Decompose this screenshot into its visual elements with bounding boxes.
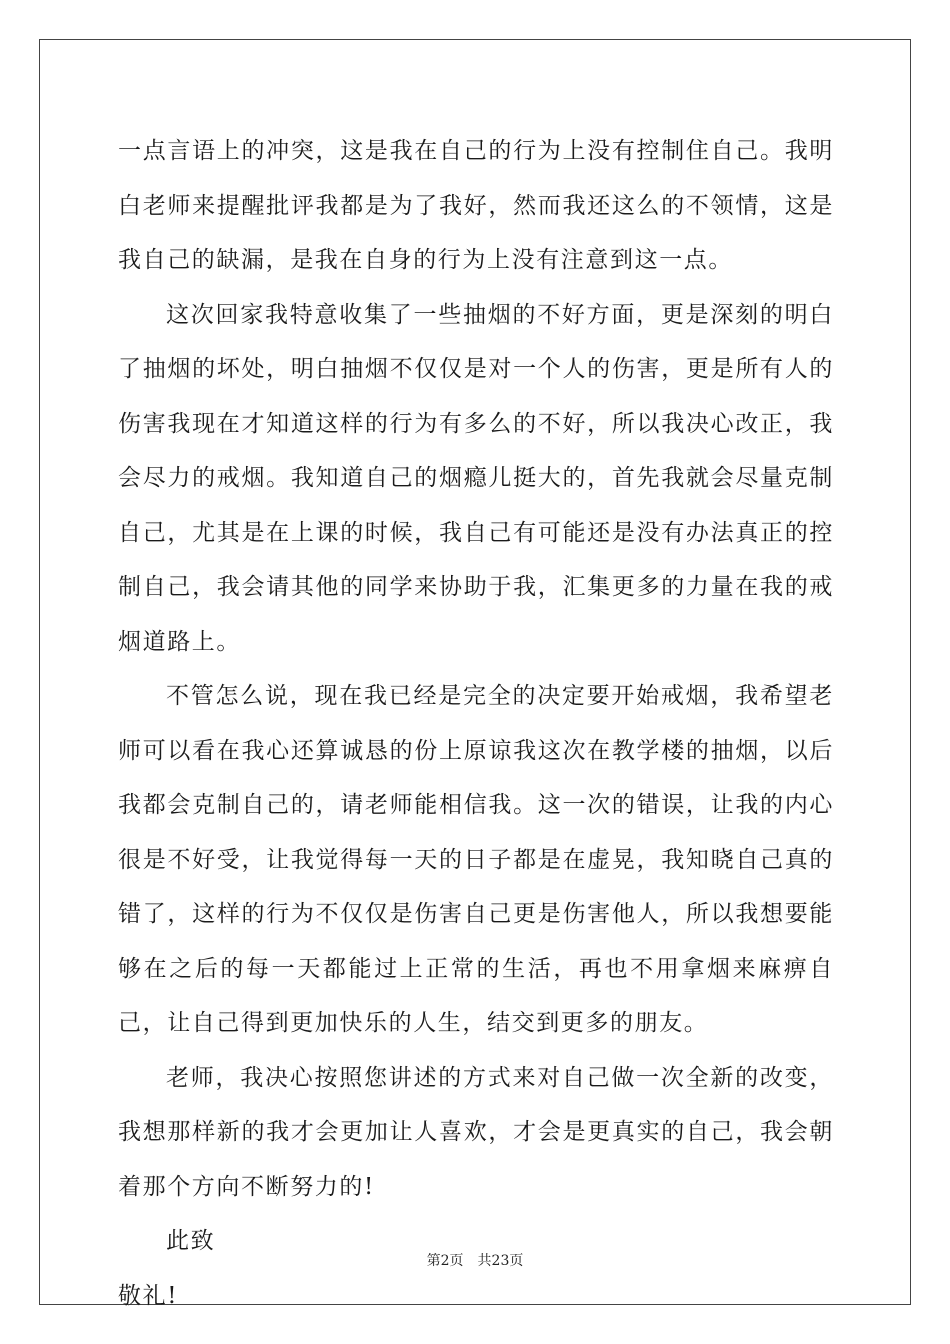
page-total: 共23页 [477,1253,524,1269]
page-number: 第2页 [426,1253,464,1269]
salutation-line: 敬礼! [118,1282,179,1309]
paragraph-2: 这次回家我特意收集了一些抽烟的不好方面，更是深刻的明白了抽烟的坏处，明白抽烟不仅仅是对一个人的伤害，更是所有人的伤害我现在才知道这样的行为有多么的不好，所以我决心改正，我会尽力的戒烟。我知道自己的烟瘾儿挺大的，首先我就会尽量克制自己，尤其是在上课的时候，我自己有可能还是没有办法真正的控制自己，我会请其他的同学来协助于我，汇集更多的力量在我的戒烟道路上。 [118,301,834,655]
page-footer [0,1250,950,1270]
paragraph-1: 一点言语上的冲突，这是我在自己的行为上没有控制住自己。我明白老师来提醒批评我都是为了我好，然而我还这么的不领情，这是我自己的缺漏，是我在自身的行为上没有注意到这一点。 [118,138,834,273]
paragraph-3: 不管怎么说，现在我已经是完全的决定要开始戒烟，我希望老师可以看在我心还算诚恳的份上原谅我这次在教学楼的抽烟，以后我都会克制自己的，请老师能相信我。这一次的错误，让我的内心很是不好受，让我觉得每一天的日子都是在虚晃，我知晓自己真的错了，这样的行为不仅仅是伤害自己更是伤害他人，所以我想要能够在之后的每一天都能过上正常的生活，再也不用拿烟来麻痹自己，让自己得到更加快乐的人生，结交到更多的朋友。 [118,683,834,1036]
letter-body [118,124,834,1323]
closing-line: 此致 [166,1228,216,1254]
paragraph-4: 老师，我决心按照您讲述的方式来对自己做一次全新的改变，我想那样新的我才会更加让人喜欢，才会是更真实的自己，我会朝着那个方向不断努力的! [118,1064,834,1200]
